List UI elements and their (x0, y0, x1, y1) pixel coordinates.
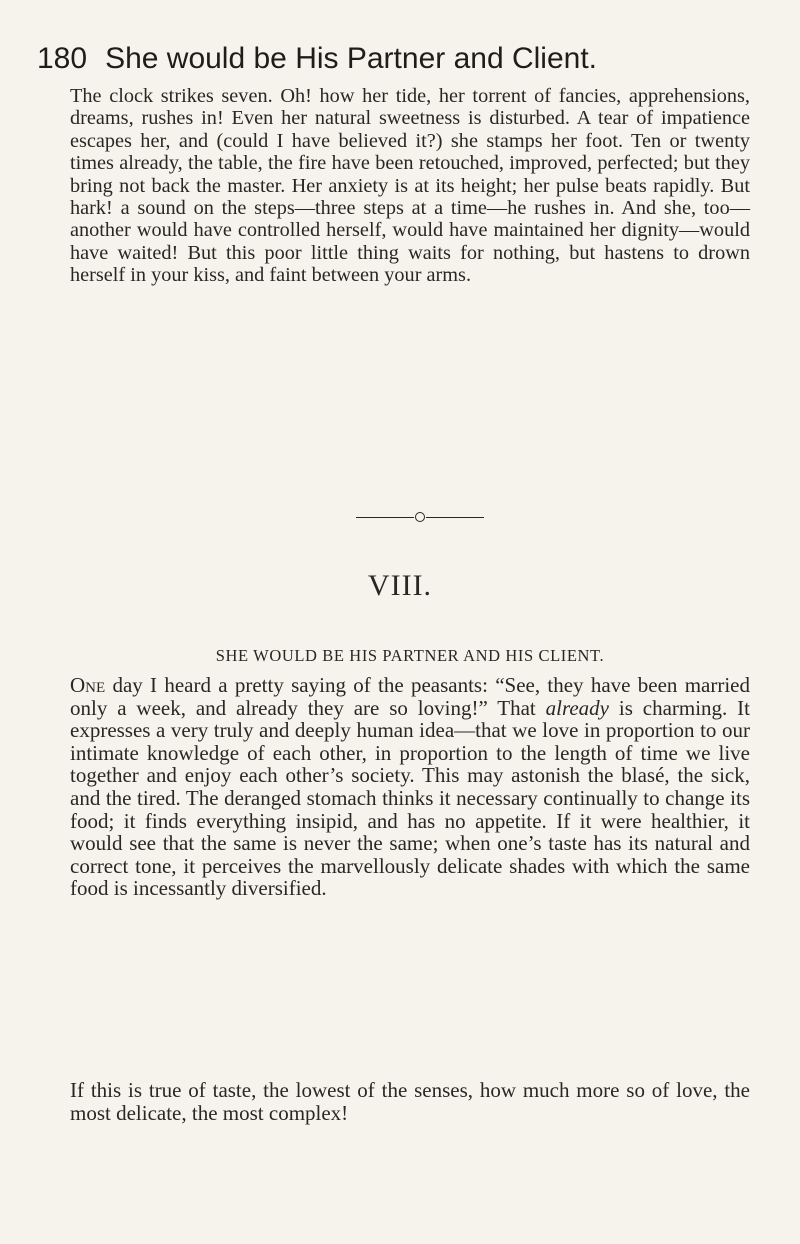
emphasized-word: already (545, 695, 609, 720)
paragraph-text-part-1: day I heard a pretty saying of the peasants: “See, they have been married only a week, and already they are so loving!” That (70, 673, 750, 720)
page-header-title: She would be His Partner and Client. (105, 42, 598, 75)
chapter-paragraph-2: If this is true of taste, the lowest of the senses, how much more so of love, the most delicate, the most complex! (70, 1078, 750, 1125)
page-number: 180 (37, 42, 88, 75)
paragraph-text-part-2: is charming. It expresses a very truly and deeply human idea—that we love in proportion to our intimate knowledge of each other, in proportion to the length of time we live together and enjoy each other’s society. This may astonish the blasé, the sick, and the tired. The deranged stomach thinks it necessary continually to change its food; it finds everything insipid, and has no appetite. If it were healthier, it would see that the same is never the same; when one’s taste has its natural and correct tone, it perceives the marvellously delicate shades with which the same food is incessantly diversified. (70, 695, 751, 901)
divider-circle (415, 512, 425, 522)
chapter-number: VIII. (367, 569, 433, 602)
divider-rule-right (426, 517, 484, 518)
section-end-paragraph: The clock strikes seven. Oh! how her tide, her torrent of fancies, apprehensions, dreams, rushes in! Even her natural sweetness is disturbed. A tear of impatience escapes her, and (could I have believed it?) she stamps her foot. Ten or twenty times already, the table, the fire have been retouched, improved, perfected; but they bring not back the master. Her anxiety is at its height; her pulse beats rapidly. But hark! a sound on the steps—three steps at a time—he rushes in. And she, too—another would have controlled herself, would have maintained her dignity—would have waited! But this poor little thing waits for nothing, but hastens to drown herself in your kiss, and faint between your arms. (70, 85, 750, 287)
divider-rule-left (356, 517, 414, 518)
chapter-paragraph-1 (70, 674, 750, 900)
running-head (37, 34, 737, 84)
chapter-title: SHE WOULD BE HIS PARTNER AND HIS CLIENT. (215, 646, 605, 665)
paragraph-lead-word: One (70, 673, 106, 697)
section-divider-ornament (320, 506, 520, 528)
